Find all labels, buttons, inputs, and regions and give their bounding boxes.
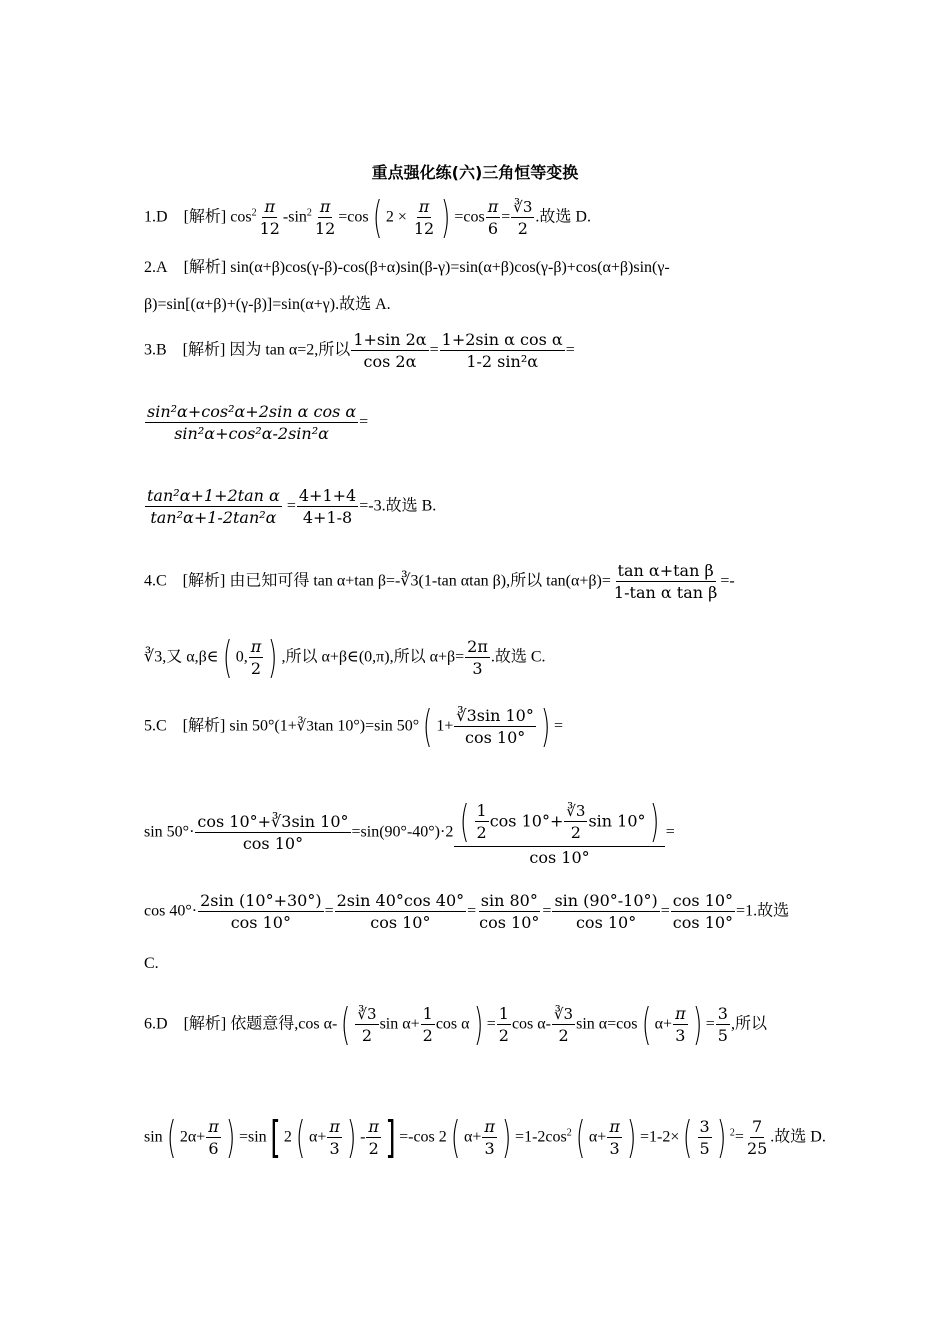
fraction: $\frac{\text{sin²α+cos²α+2sin α cos α}}{\text{sin²α+cos²α-2sin²α}}$: [147, 402, 357, 443]
analysis-tag: [解析]: [182, 572, 226, 590]
text: =: [705, 1015, 715, 1033]
answer-5-line-3: [144, 893, 789, 931]
text: =: [429, 341, 439, 359]
text: =1-2×: [640, 1128, 680, 1146]
answer-3-line-3: [144, 488, 436, 526]
text: sin(α+β)cos(γ-β)-cos(β+α)sin(β-γ)=sin(α+β)cos(γ-β)+cos(α+β)sin(γ-: [230, 259, 670, 276]
fraction: $\frac{7}{25}$: [746, 1117, 768, 1158]
text: =-cos 2: [399, 1128, 447, 1146]
fraction: $\frac{∛3}{2}$: [553, 1004, 574, 1045]
text: =1-2cos: [515, 1128, 567, 1146]
text: 2α+: [179, 1128, 206, 1146]
fraction: $\frac{\text{1+2sin α cos α}}{\text{1-2 sin²α}}$: [441, 330, 563, 371]
analysis-tag: [解析]: [182, 717, 226, 735]
text: =: [565, 341, 575, 359]
text: =: [501, 208, 511, 226]
text: cos α: [435, 1015, 470, 1033]
fraction: $\frac{\pi}{6}$: [487, 197, 499, 238]
answer-4-line-1: [144, 563, 735, 601]
page-title: 重点强化练(六)三角恒等变换: [371, 163, 579, 182]
text: 因为 tan α=2,所以: [229, 341, 351, 359]
fraction: $\frac{1+\sin 2\alpha}{\cos 2\alpha}$: [353, 330, 427, 371]
text: =: [554, 717, 564, 735]
answer-1: 1.D [解析] $\cos^2$ $\frac{\pi}{12}$ $-\sin^2$ $\frac{\pi}{12}$ =cos( 2 × $\frac{\pi}{12}$ ) =cos $\frac{\pi}{6}$ = $\frac{∛3}{2}$ .故选 D.: [144, 192, 591, 243]
answer-4-line-2: ∛3,又 α,β∈( 0, $\frac{\pi}{2}$ ) ,所以 α+β∈(0,π),所以 α+β= $\frac{2\pi}{3}$ .故选 C.: [144, 632, 546, 683]
fraction: $\frac{∛3}{2}$: [357, 1004, 377, 1045]
text: 0,: [235, 648, 248, 666]
answer-6-line-2: sin( 2α+ $\frac{\pi}{6}$ ) =sin[ 2( α+ $\frac{\pi}{3}$ ) - $\frac{\pi}{2}$ ] =-cos 2( α+ $\frac{\pi}{3}$ ) $=1-2\cos^2$( α+ $\frac{\pi}{3}$ ) =1-2×( $\frac{3}{5}$ ) $^2$= $\frac{7}{25}$ .故选 D.: [144, 1112, 826, 1163]
answer-number: 6.D: [144, 1015, 168, 1033]
analysis-tag: [解析]: [182, 341, 226, 359]
text: cos 40°·: [144, 902, 198, 920]
text: ,所以: [730, 1015, 767, 1033]
text: =: [286, 497, 296, 515]
fraction: $\frac{\pi}{3}$: [675, 1004, 686, 1045]
analysis-tag: [解析]: [183, 208, 227, 226]
fraction: $\frac{2\pi}{3}$: [467, 637, 488, 678]
analysis-tag: [解析]: [183, 1015, 227, 1033]
text: =cos: [338, 208, 369, 226]
text: sin α+: [379, 1015, 420, 1033]
text: tan 10°)=sin 50°: [313, 717, 420, 735]
answer-5-line-1: 5.C [解析] sin 50°(1+∛3tan 10°)=sin 50°( 1+ $\frac{∛3\sin 10^\circ}{\cos 10^\circ}$ ) =: [144, 701, 564, 752]
text: =sin(90°-40°)·2: [351, 823, 454, 841]
fraction: $\frac{∛3\sin 10^\circ}{\cos 10^\circ}$: [456, 706, 534, 747]
answer-3-line-1: [144, 332, 575, 370]
answer-3-line-2: [144, 404, 368, 442]
answer-5-line-2: [144, 796, 675, 867]
text: =: [359, 413, 369, 431]
text: =: [486, 1015, 496, 1033]
text: =cos: [454, 208, 485, 226]
answer-5-line-4: [144, 956, 159, 972]
fraction: $\frac{1}{2}$: [422, 1004, 433, 1045]
text: α+: [654, 1015, 673, 1033]
answer-number: 2.A: [144, 259, 168, 276]
fraction: $\frac{\pi}{3}$: [329, 1117, 340, 1158]
text: cos: [230, 208, 252, 226]
big-fraction: ( $\frac{1}{2}$ cos 10°+ $\frac{∛3}{2}$ sin 10°) cos 10°: [454, 800, 664, 866]
fraction: $\frac{\pi}{2}$: [250, 637, 262, 678]
text: .故选 D.: [770, 1128, 826, 1146]
fraction: $\frac{4+1+4}{4+1-8}$: [298, 486, 357, 527]
text: =1.故选: [736, 902, 790, 920]
text: =-3.故选 B.: [359, 497, 437, 515]
text: ∛3: [296, 718, 314, 735]
fraction: $\frac{∛3}{2}$: [513, 197, 533, 238]
text: sin: [144, 1128, 163, 1146]
fraction: $\frac{\pi}{2}$: [368, 1117, 379, 1158]
text: =: [660, 902, 670, 920]
answer-6-line-1: 6.D [解析] 依题意得,cos α-( $\frac{∛3}{2}$ sin α+ $\frac{1}{2}$ cos α) = $\frac{1}{2}$ cos α- $\frac{∛3}{2}$ sin α=cos( α+ $\frac{\pi}{3}$ ) = $\frac{3}{5}$ ,所以: [144, 999, 767, 1050]
fraction: $\frac{\sin 80^\circ}{\cos 10^\circ}$: [479, 891, 540, 932]
text: =: [467, 902, 477, 920]
text: =: [665, 823, 675, 841]
answer-2-line-2: [144, 297, 391, 313]
fraction: $\frac{\cos 10^\circ+∛3\sin 10^\circ}{\cos 10^\circ}$: [197, 812, 349, 853]
text: α+: [308, 1128, 327, 1146]
text: 依题意得,cos α-: [230, 1015, 338, 1033]
text: -: [360, 1128, 366, 1146]
fraction: $\frac{\pi}{12}$: [314, 197, 336, 238]
text: 1+: [436, 717, 454, 735]
text: cos α-: [511, 1015, 551, 1033]
text: α+: [463, 1128, 482, 1146]
fraction: $\frac{3}{5}$: [717, 1004, 728, 1045]
fraction: $\frac{\text{tan²α+1+2tan α}}{\text{tan²α+1-2tan²α}}$: [147, 486, 280, 527]
text: =sin: [238, 1128, 267, 1146]
text: ∛3,又 α,β∈: [144, 648, 219, 666]
text: 2: [283, 1128, 292, 1146]
text: sin 50°·: [144, 823, 195, 841]
text: sin 50°(1+: [229, 717, 297, 735]
text: 由已知可得 tan α+tan β=-∛3(1-tan αtan β),所以 tan(α+β)=: [229, 572, 611, 590]
fraction: $\frac{\sin (90^\circ-10^\circ)}{\cos 10^\circ}$: [554, 891, 658, 932]
fraction: $\frac{3}{5}$: [699, 1117, 710, 1158]
text: =: [324, 902, 334, 920]
fraction: $\frac{\pi}{12}$: [259, 197, 280, 238]
fraction: $\frac{\pi}{6}$: [208, 1117, 219, 1158]
fraction: $\frac{1}{2}$: [498, 1004, 509, 1045]
text: C.: [144, 955, 159, 972]
text: .故选 C.: [490, 648, 546, 666]
text: β)=sin[(α+β)+(γ-β)]=sin(α+γ).故选 A.: [144, 296, 391, 313]
answer-number: 5.C: [144, 717, 167, 735]
text: ,所以 α+β∈(0,π),所以 α+β=: [281, 648, 465, 666]
answer-number: 3.B: [144, 341, 167, 359]
analysis-tag: [解析]: [183, 259, 227, 276]
fraction: $\frac{\pi}{3}$: [609, 1117, 620, 1158]
text: sin α=cos: [576, 1015, 638, 1033]
fraction: $\frac{\cos 10^\circ}{\cos 10^\circ}$: [672, 891, 734, 932]
answer-number: 4.C: [144, 572, 167, 590]
fraction: $\frac{\text{tan α+tan β}}{\text{1-tan α tan β}}$: [613, 561, 718, 602]
answer-2-line-1: [144, 260, 670, 276]
fraction: $\frac{2\sin 40^\circ\cos 40^\circ}{\cos 10^\circ}$: [336, 891, 465, 932]
text: -sin: [282, 208, 307, 226]
text: 2 ×: [385, 208, 407, 226]
text: =-: [720, 572, 735, 590]
fraction: $\frac{2\sin (10^\circ+30^\circ)}{\cos 10^\circ}$: [200, 891, 322, 932]
fraction: $\frac{\pi}{3}$: [484, 1117, 495, 1158]
fraction: $\frac{\pi}{12}$: [413, 197, 435, 238]
text: .故选 D.: [535, 208, 591, 226]
text: =: [542, 902, 552, 920]
text: =: [734, 1128, 744, 1146]
answer-number: 1.D: [144, 208, 168, 226]
text: α+: [588, 1128, 607, 1146]
